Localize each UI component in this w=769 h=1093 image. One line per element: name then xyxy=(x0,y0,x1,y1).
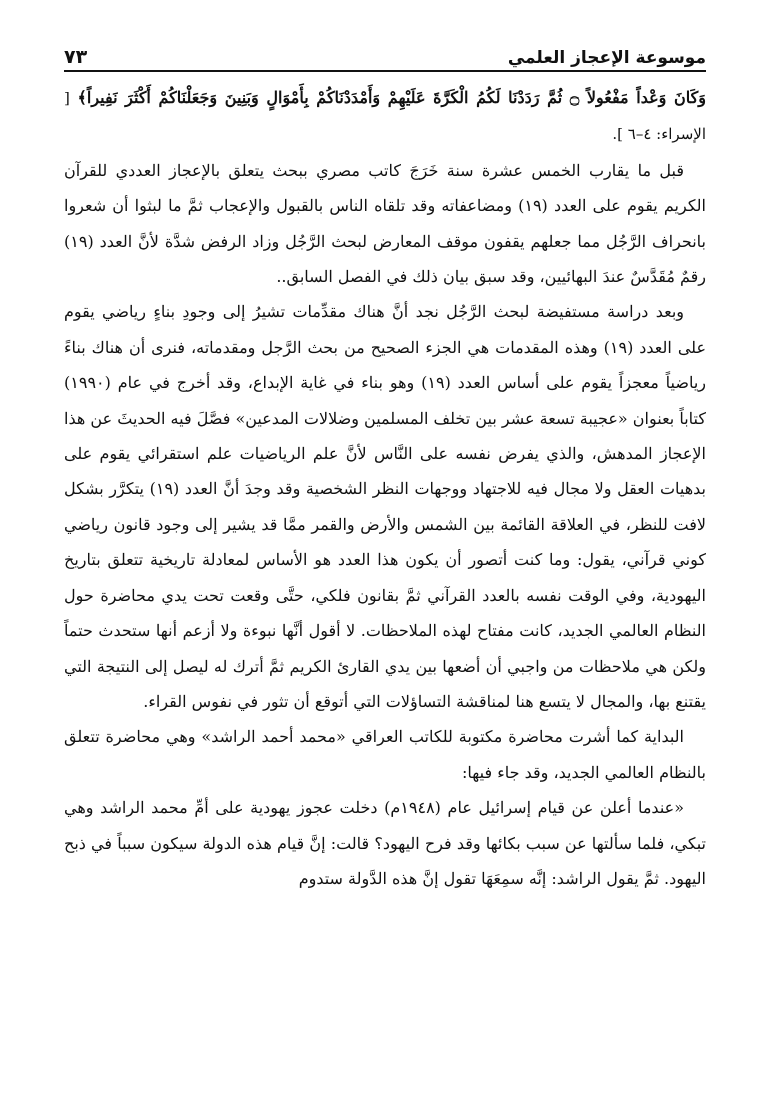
paragraph-quote: «عندما أعلن عن قيام إسرائيل عام (١٩٤٨م) دخلت عجوز يهودية على أمِّ محمد الراشد وهي تبكي، فلما سألتها عن سبب بكائها وقد فرح اليهود؟ قالت: إنَّ قيام هذه الدولة سيكون سبباً في ذبح اليهود. ثمَّ يقول الراشد: إنَّه سمِعَهَا تقول إنَّ هذه الدَّولة ستدوم xyxy=(64,798,706,888)
verse-reference: [ الإسراء: ٤–٦ ]. xyxy=(64,89,706,144)
quran-verse xyxy=(64,80,706,153)
page-number: ٧٣ xyxy=(64,46,88,68)
paragraph-intro: قبل ما يقارب الخمس عشرة سنة خَرَجَ كاتب مصري ببحث يتعلق بالإعجاز العددي للقرآن الكريم يقوم على العدد (١٩) ومضاعفاته وقد تلقاه الناس بالقبول والإعجاب ثمَّ ما لبثوا أن شعروا بانحراف الرَّجُل مما جعلهم يقفون موقف المعارض لبحث الرَّجُل وزاد الرفض شدَّة لأنَّ العدد (١٩) رقمٌ مُقَدَّسٌ عندَ البهائيين، وقد سبق بيان ذلك في الفصل السابق.. xyxy=(64,160,706,287)
verse-text: وَكَانَ وَعْداً مَفْعُولاً ۝ ثُمَّ رَدَدْنَا لَكُمُ الْكَرَّةَ عَلَيْهِمْ وَأَمْدَدْنَاكُمْ بِأَمْوَالٍ وَبَنِينَ وَجَعَلْنَاكُمْ أَكْثَرَ نَفِيراً﴾ xyxy=(77,88,706,107)
document-page xyxy=(64,42,706,896)
running-header xyxy=(64,42,706,72)
page-content xyxy=(64,80,706,896)
paragraph-beginning: البداية كما أشرت محاضرة مكتوبة للكاتب العراقي «محمد أحمد الراشد» وهي محاضرة تتعلق بالنظام العالمي الجديد، وقد جاء فيها: xyxy=(64,727,706,782)
book-title: موسوعة الإعجاز العلمي xyxy=(507,48,706,68)
paragraph-study: وبعد دراسة مستفيضة لبحث الرَّجُل نجد أنَّ هناك مقدِّمات تشيرُ إلى وجودِ بناءٍ رياضي يقوم على العدد (١٩) وهذه المقدمات هي الجزء الصحيح من بحث الرَّجل ومقدماته، فنرى أن هناك بناءً رياضياً معجزاً يقوم على أساس العدد (١٩) وهو بناء في غاية الإبداع، وقد أخرج في عام (١٩٩٠) كتاباً بعنوان «عجيبة تسعة عشر بين تخلف المسلمين وضلالات المدعين» فصَّلَ فيه الحديثَ عن هذا الإعجاز المدهش، والذي يفرض نفسه على النَّاس لأنَّ علم الرياضيات علم استقرائي يقوم على بدهيات العقل ولا مجال فيه للاجتهاد ووجهات النظر الشخصية وقد وجدَ أنَّ العدد (١٩) يتكرَّر بشكل لافت للنظر، في العلاقة القائمة بين الشمس والأرض والقمر ممَّا قد يشير إلى وجود قانون رياضي كوني قرآني، يقول: وما كنت أتصور أن يكون هذا العدد هو الأساس لمعادلة تاريخية تتعلق بتاريخ اليهودية، وفي الوقت نفسه بالعدد القرآني ثمَّ بقانون فلكي، حتَّى وقعت تحت يدي محاضرة حول النظام العالمي الجديد، كانت مفتاح لهذه الملاحظات. لا أقول أنَّها نبوءة ولا أزعم أنها ستحدث حتماً ولكن هي ملاحظات من واجبي أن أضعها بين يدي القارئ الكريم ثمَّ أترك له ليصل إلى النتيجة التي يقتنع بها، والمجال لا يتسع هنا لمناقشة التساؤلات التي أتوقع أن تثور في نفوس القراء. xyxy=(64,302,707,711)
